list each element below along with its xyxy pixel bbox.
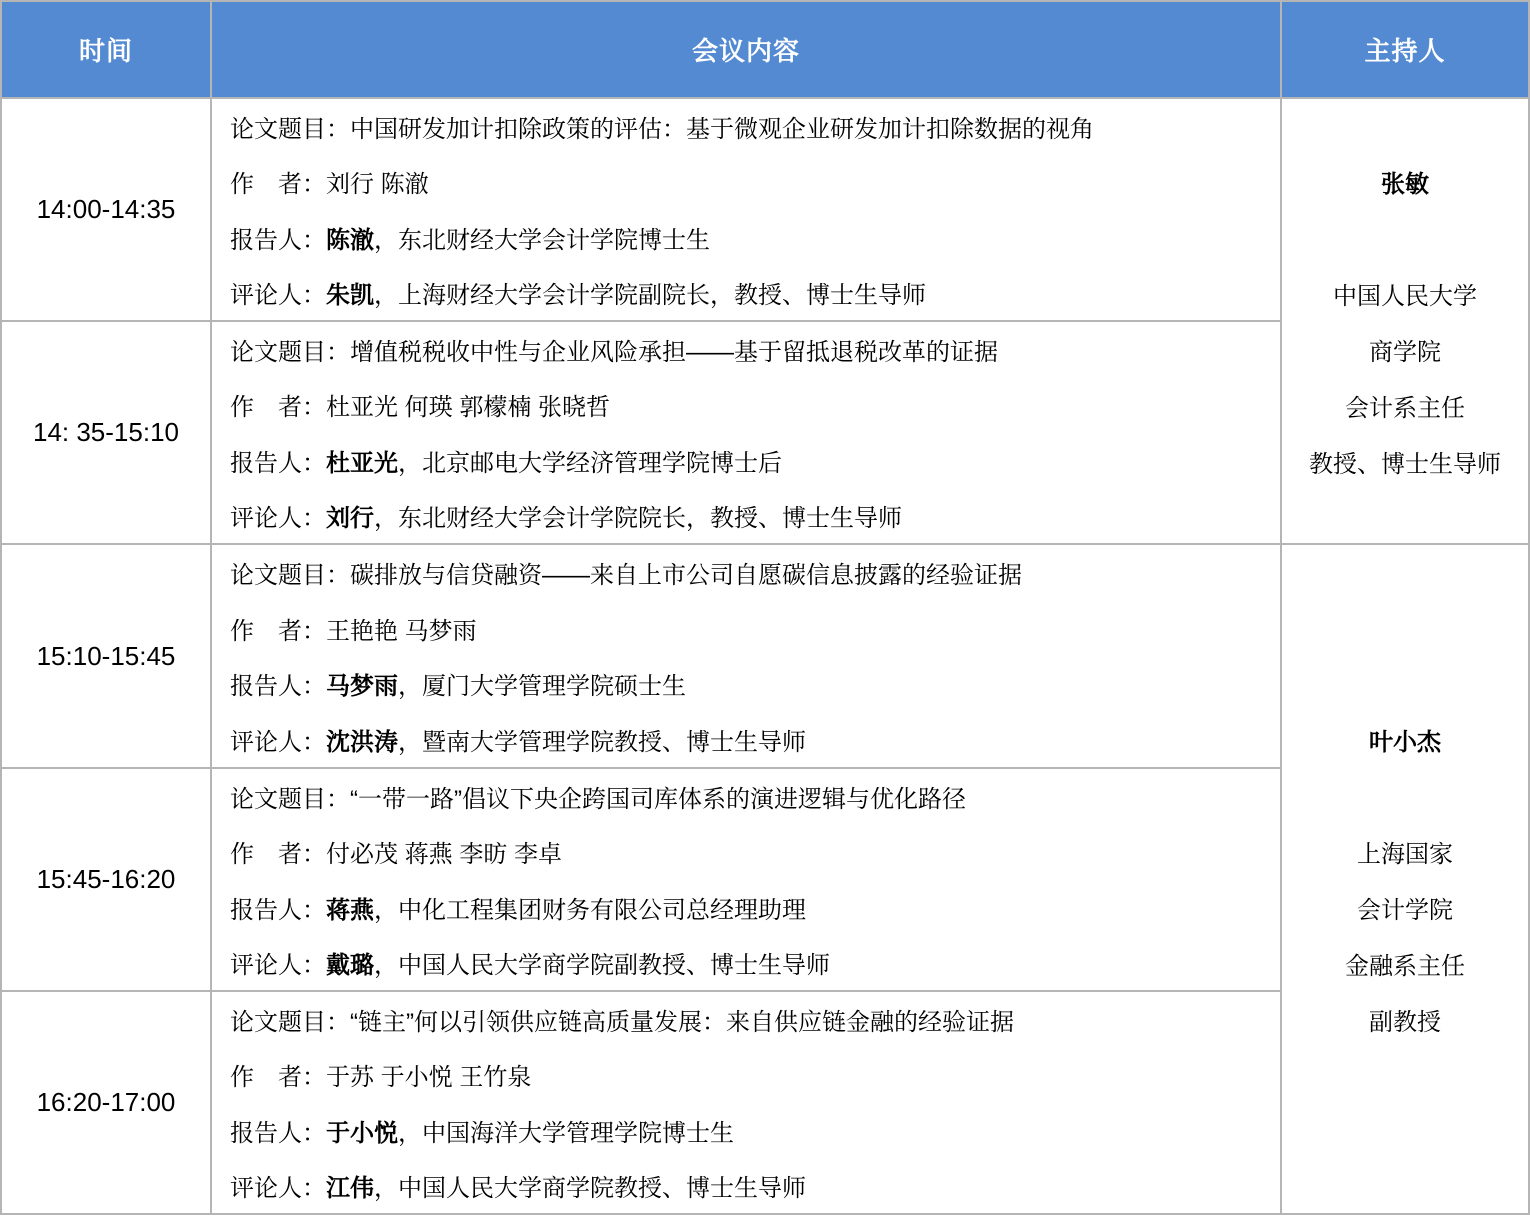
- presenter-name: 蒋燕: [326, 896, 374, 924]
- presenter-affiliation: ，北京邮电大学经济管理学院博士后: [398, 449, 782, 477]
- commenter-affiliation: ，东北财经大学会计学院院长，教授、博士生导师: [374, 504, 902, 532]
- host-affiliation-line: 中国人民大学: [1333, 282, 1477, 310]
- authors-label: 作 者：: [230, 394, 326, 422]
- paper-title-text: “链主”何以引领供应链高质量发展：来自供应链金融的经验证据: [350, 1009, 1014, 1037]
- commenter-name: 朱凯: [326, 281, 374, 309]
- presenter-label: 报告人：: [230, 226, 326, 254]
- host-affiliation-line: 上海国家: [1357, 840, 1453, 868]
- paper-title-text: 增值税税收中性与企业风险承担——基于留抵退税改革的证据: [350, 339, 998, 367]
- host-name: 叶小杰: [1369, 728, 1441, 756]
- paper-title-line: [230, 992, 1272, 1047]
- host-cell-yexiaojie: [1282, 545, 1528, 1213]
- commenter-label: 评论人：: [230, 504, 326, 532]
- presenter-name: 杜亚光: [326, 449, 398, 477]
- authors-label: 作 者：: [230, 1064, 326, 1092]
- authors-line: [230, 601, 1272, 657]
- commenter-line: [230, 935, 1272, 990]
- paper-title-label: 论文题目：: [230, 786, 350, 814]
- time-cell-1: 14:00-14:35: [2, 99, 210, 320]
- paper-title-line: [230, 322, 1272, 377]
- presenter-label: 报告人：: [230, 896, 326, 924]
- paper-title-text: 碳排放与信贷融资——来自上市公司自愿碳信息披露的经验证据: [350, 562, 1022, 590]
- authors-line: [230, 1047, 1272, 1102]
- paper-title-label: 论文题目：: [230, 1009, 350, 1037]
- authors-text: 王艳艳 马梦雨: [326, 617, 477, 645]
- header-cell-host: 主持人: [1282, 2, 1528, 97]
- authors-text: 于苏 于小悦 王竹泉: [326, 1064, 532, 1092]
- host-affiliation-line: 商学院: [1369, 338, 1441, 366]
- host-affiliation-line: 副教授: [1369, 1008, 1441, 1036]
- paper-title-text: 中国研发加计扣除政策的评估：基于微观企业研发加计扣除数据的视角: [350, 116, 1094, 144]
- commenter-label: 评论人：: [230, 281, 326, 309]
- paper-title-text: “一带一路”倡议下央企跨国司库体系的演进逻辑与优化路径: [350, 786, 966, 814]
- presenter-name: 马梦雨: [326, 673, 398, 701]
- authors-text: 付必茂 蒋燕 李昉 李卓: [326, 841, 563, 869]
- presenter-line: [230, 210, 1272, 265]
- host-affiliation-line: 会计系主任: [1345, 394, 1465, 422]
- time-cell-4: 15:45-16:20: [2, 769, 210, 990]
- commenter-line: [230, 488, 1272, 543]
- session-cell-3: [212, 545, 1280, 767]
- presenter-label: 报告人：: [230, 1119, 326, 1147]
- presenter-line: [230, 656, 1272, 712]
- authors-line: [230, 377, 1272, 432]
- host-cell-zhangmin: [1282, 99, 1528, 543]
- host-name: 张敏: [1381, 170, 1429, 198]
- commenter-name: 戴璐: [326, 951, 374, 979]
- time-cell-3: 15:10-15:45: [2, 545, 210, 767]
- session-cell-2: [212, 322, 1280, 543]
- header-cell-time: 时间: [2, 2, 210, 97]
- commenter-affiliation: ，中国人民大学商学院教授、博士生导师: [374, 1174, 806, 1202]
- commenter-label: 评论人：: [230, 728, 326, 756]
- authors-text: 刘行 陈澈: [326, 171, 429, 199]
- paper-title-line: [230, 769, 1272, 824]
- authors-label: 作 者：: [230, 841, 326, 869]
- commenter-name: 沈洪涛: [326, 728, 398, 756]
- presenter-line: [230, 1103, 1272, 1158]
- commenter-affiliation: ，暨南大学管理学院教授、博士生导师: [398, 728, 806, 756]
- presenter-line: [230, 880, 1272, 935]
- authors-label: 作 者：: [230, 171, 326, 199]
- authors-line: [230, 154, 1272, 209]
- host-affiliation-line: 会计学院: [1357, 896, 1453, 924]
- host-affiliation-line: 教授、博士生导师: [1309, 450, 1501, 478]
- paper-title-line: [230, 545, 1272, 601]
- paper-title-line: [230, 99, 1272, 154]
- paper-title-label: 论文题目：: [230, 339, 350, 367]
- commenter-line: [230, 712, 1272, 768]
- paper-title-label: 论文题目：: [230, 562, 350, 590]
- presenter-affiliation: ，厦门大学管理学院硕士生: [398, 673, 686, 701]
- authors-text: 杜亚光 何瑛 郭檬楠 张晓哲: [326, 394, 611, 422]
- commenter-name: 江伟: [326, 1174, 374, 1202]
- time-cell-5: 16:20-17:00: [2, 992, 210, 1213]
- presenter-affiliation: ，中国海洋大学管理学院博士生: [398, 1119, 734, 1147]
- commenter-affiliation: ，中国人民大学商学院副教授、博士生导师: [374, 951, 830, 979]
- session-cell-1: [212, 99, 1280, 320]
- commenter-line: [230, 265, 1272, 320]
- presenter-label: 报告人：: [230, 673, 326, 701]
- presenter-name: 于小悦: [326, 1119, 398, 1147]
- time-cell-2: 14: 35-15:10: [2, 322, 210, 543]
- presenter-affiliation: ，东北财经大学会计学院博士生: [374, 226, 710, 254]
- presenter-affiliation: ，中化工程集团财务有限公司总经理助理: [374, 896, 806, 924]
- session-cell-5: [212, 992, 1280, 1213]
- session-cell-4: [212, 769, 1280, 990]
- authors-label: 作 者：: [230, 617, 326, 645]
- commenter-name: 刘行: [326, 504, 374, 532]
- presenter-name: 陈澈: [326, 226, 374, 254]
- paper-title-label: 论文题目：: [230, 116, 350, 144]
- host-affiliation-line: 金融系主任: [1345, 952, 1465, 980]
- commenter-label: 评论人：: [230, 951, 326, 979]
- commenter-line: [230, 1158, 1272, 1213]
- commenter-affiliation: ，上海财经大学会计学院副院长，教授、博士生导师: [374, 281, 926, 309]
- header-cell-content: 会议内容: [212, 2, 1280, 97]
- presenter-line: [230, 433, 1272, 488]
- commenter-label: 评论人：: [230, 1174, 326, 1202]
- presenter-label: 报告人：: [230, 449, 326, 477]
- authors-line: [230, 824, 1272, 879]
